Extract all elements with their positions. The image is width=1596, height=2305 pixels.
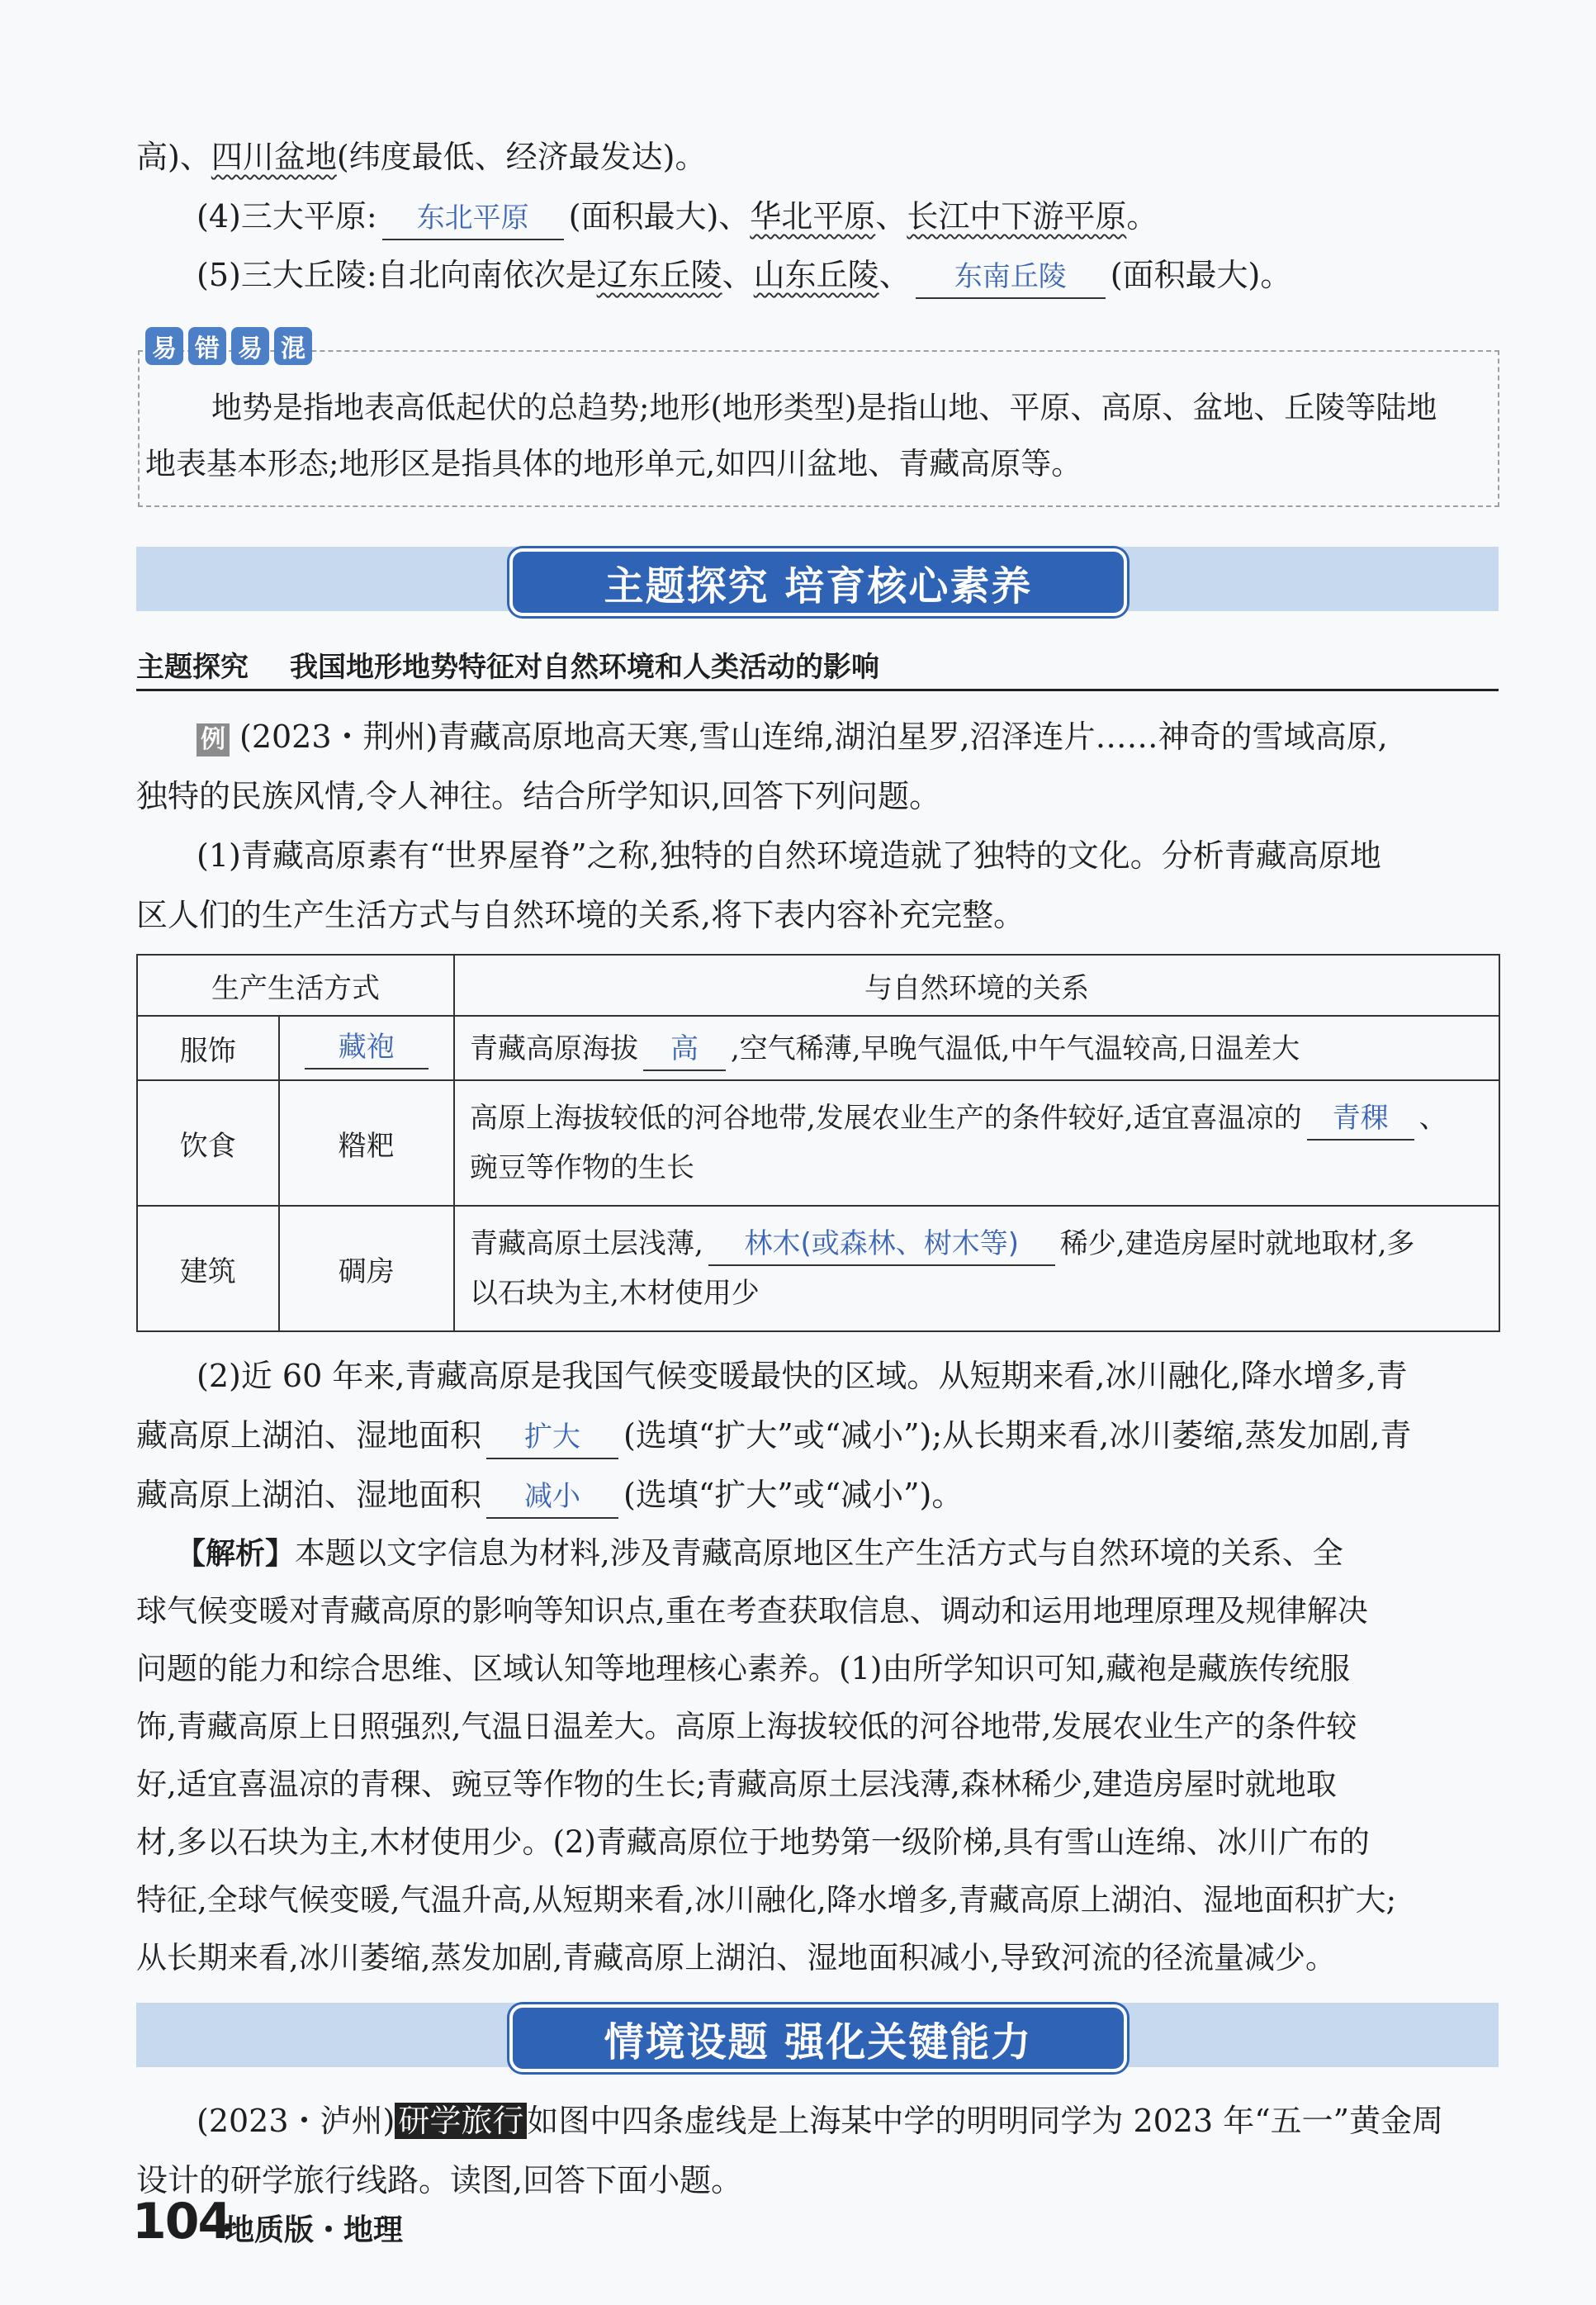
table-row — [137, 1016, 1499, 1080]
analysis-line-2: 球气候变暖对青藏高原的影响等知识点,重在考查获取信息、调动和运用地理原理及规律解决 — [136, 1593, 1368, 1629]
analysis-line-3: 问题的能力和综合思维、区域认知等地理核心素养。(1)由所学知识可知,藏袍是藏族传统服 — [136, 1651, 1351, 1686]
analysis-label: 【解析】 — [176, 1537, 296, 1571]
row-category: 饮食 — [137, 1080, 279, 1206]
row-relation: 高原上海拔较低的河谷地带,发展农业生产的条件较好,适宜喜温凉的 青稞 、 豌豆等作物的生长 — [454, 1080, 1499, 1206]
table-row — [137, 1206, 1499, 1331]
q2-answer-fill-1: 扩大 — [486, 1416, 618, 1459]
mistake-tags — [145, 327, 312, 365]
example-line-2: 独特的民族风情,令人神往。结合所学知识,回答下列问题。 — [136, 778, 941, 814]
relation-answer-fill: 高 — [643, 1028, 726, 1071]
example-line-1: 例 (2023・荆州)青藏高原地高天寒,雪山连绵,湖泊星罗,沼泽连片……神奇的雪域高原, — [197, 712, 1559, 761]
tag-char: 易 — [145, 327, 183, 365]
plains-line: (4)三大平原: 东北平原 (面积最大)、华北平原、长江中下游平原。 — [197, 192, 1559, 241]
lifestyle-table — [136, 954, 1500, 1332]
section-title-1: 主题探究 培育核心素养 — [509, 548, 1127, 616]
q2-line-1: (2)近 60 年来,青藏高原是我国气候变暖最快的区域。从短期来看,冰川融化,降水增多,青 — [197, 1358, 1408, 1394]
q1-line-1: (1)青藏高原素有“世界屋脊”之称,独特的自然环境造就了独特的文化。分析青藏高原地 — [197, 837, 1381, 874]
mistake-line-1: 地势是指地表高低起伏的总趋势;地形(地形类型)是指山地、平原、高原、盆地、丘陵等陆地 — [211, 390, 1437, 425]
q1-line-2: 区人们的生产生活方式与自然环境的关系,将下表内容补充完整。 — [136, 897, 1025, 933]
analysis-line-8: 从长期来看,冰川萎缩,蒸发加剧,青藏高原上湖泊、湿地面积减小,导致河流的径流量减少。 — [136, 1940, 1337, 1975]
item-answer-fill: 藏袍 — [305, 1027, 429, 1070]
header-lifestyle: 生产生活方式 — [137, 955, 454, 1016]
q2-line-3: 藏高原上湖泊、湿地面积 减小 (选填“扩大”或“减小”)。 — [136, 1470, 1499, 1520]
analysis-line-6: 材,多以石块为主,木材使用少。(2)青藏高原位于地势第一级阶梯,具有雪山连绵、冰川广布的 — [136, 1824, 1370, 1860]
analysis-line-5: 好,适宜喜温凉的青稞、豌豆等作物的生长;青藏高原土层浅薄,森林稀少,建造房屋时就地取 — [136, 1767, 1337, 1802]
row-category: 建筑 — [137, 1206, 279, 1331]
intro-line-1: 高)、四川盆地(纬度最低、经济最发达)。 — [136, 139, 707, 175]
row-item: 糌粑 — [279, 1080, 454, 1206]
q2-line-2: 藏高原上湖泊、湿地面积 扩大 (选填“扩大”或“减小”);从长期来看,冰川萎缩,蒸发加剧,青 — [136, 1411, 1499, 1460]
tag-char: 易 — [231, 327, 269, 365]
row-item: 碉房 — [279, 1206, 454, 1331]
tag-char: 混 — [274, 327, 312, 365]
page-number: 104 — [132, 2193, 231, 2250]
row-relation: 青藏高原土层浅薄, 林木(或森林、树木等) 稀少,建造房屋时就地取材,多 以石块为主,木材使用少 — [454, 1206, 1499, 1331]
header-relation: 与自然环境的关系 — [454, 955, 1499, 1016]
mistake-line-2: 地表基本形态;地形区是指具体的地形单元,如四川盆地、青藏高原等。 — [145, 446, 1082, 481]
scenario-line-2: 设计的研学旅行线路。读图,回答下面小题。 — [136, 2162, 743, 2198]
row-item — [279, 1016, 454, 1080]
study-tour-tag: 研学旅行 — [395, 2103, 527, 2139]
plain-answer-fill: 东北平原 — [382, 197, 564, 240]
relation-answer-fill: 林木(或森林、树木等) — [708, 1223, 1055, 1266]
section-title-2: 情境设题 强化关键能力 — [509, 2004, 1127, 2072]
analysis-line-4: 饰,青藏高原上日照强烈,气温日温差大。高原上海拔较低的河谷地带,发展农业生产的条件较 — [136, 1709, 1357, 1744]
hills-line: (5)三大丘陵:自北向南依次是辽东丘陵、山东丘陵、 东南丘陵 (面积最大)。 — [197, 250, 1559, 300]
footer-text: 地质版・地理 — [225, 2213, 404, 2247]
scenario-line-1: (2023・泸州) 研学旅行 如图中四条虚线是上海某中学的明明同学为 2023 年“五一”黄金周 — [197, 2103, 1444, 2139]
q2-answer-fill-2: 减小 — [486, 1476, 618, 1519]
row-category: 服饰 — [137, 1016, 279, 1080]
relation-answer-fill: 青稞 — [1307, 1098, 1414, 1141]
analysis-line-1: 【解析】本题以文字信息为材料,涉及青藏高原地区生产生活方式与自然环境的关系、全 — [176, 1535, 1343, 1571]
table-row — [137, 1080, 1499, 1206]
analysis-line-7: 特征,全球气候变暖,气温升高,从短期来看,冰川融化,降水增多,青藏高原上湖泊、湿地面积扩大; — [136, 1882, 1397, 1918]
hill-answer-fill: 东南丘陵 — [916, 256, 1106, 299]
example-icon: 例 — [197, 723, 230, 756]
row-relation: 青藏高原海拔 高 ,空气稀薄,早晚气温低,中午气温较高,日温差大 — [454, 1016, 1499, 1080]
tag-char: 错 — [188, 327, 226, 365]
theme-heading: 主题探究 我国地形地势特征对自然环境和人类活动的影响 — [136, 646, 1499, 691]
table-header-row — [137, 955, 1499, 1016]
sichuan-basin: 四川盆地 — [211, 139, 337, 175]
